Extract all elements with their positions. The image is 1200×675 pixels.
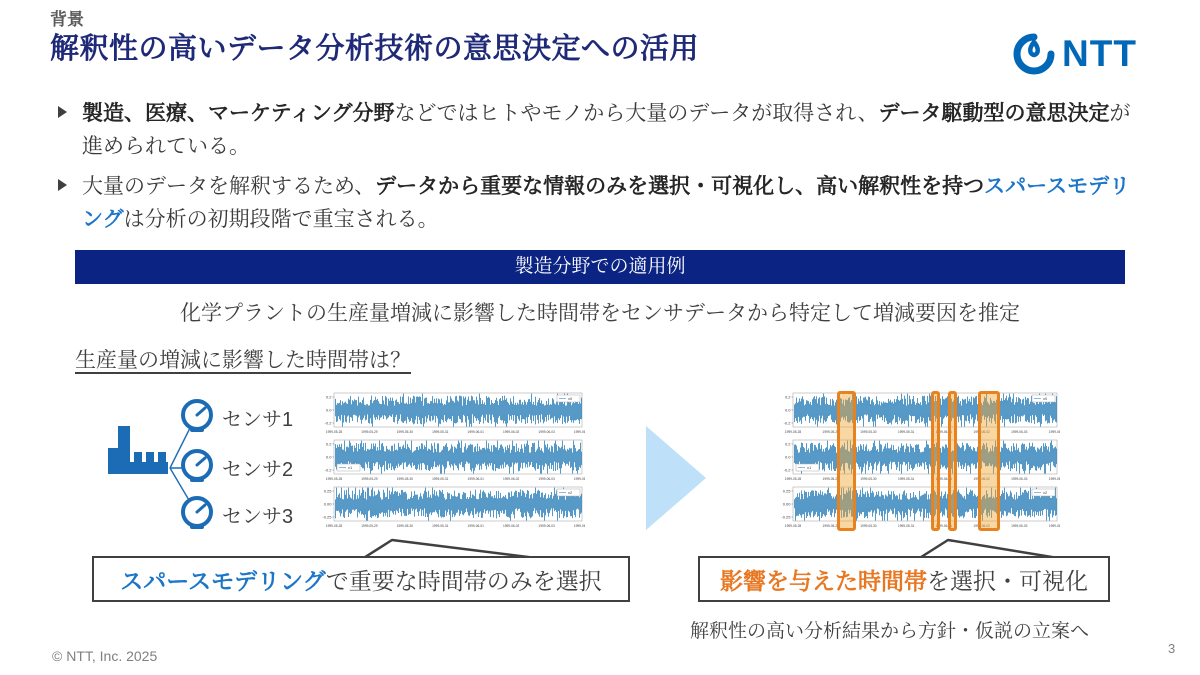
- sensor-label-2: センサ2: [222, 459, 294, 481]
- transform-arrow-icon: [646, 426, 706, 530]
- bullet1-text-end: が進められている。: [82, 102, 1131, 158]
- kicker-label: 背景: [50, 10, 84, 29]
- page-number: 3: [1168, 641, 1176, 656]
- page-title: 解釈性の高いデータ分析技術の意思決定への活用: [50, 33, 700, 65]
- sensor-chart-right-1: [772, 391, 1060, 437]
- case-description: 化学プラントの生産量増減に影響した時間帯をセンサデータから特定して増減要因を推定: [180, 302, 1020, 325]
- bullet1-bold-datadriven: データ駆動型の意思決定: [878, 102, 1110, 125]
- bullet2-sparse-modeling: スパースモデリング: [82, 175, 1131, 231]
- ntt-logo: [1012, 32, 1137, 76]
- bullet2-text-end: は分析の初期段階で重宝される。: [123, 208, 439, 231]
- bullet-marker-icon: [58, 179, 67, 191]
- copyright-footer: © NTT, Inc. 2025: [52, 648, 158, 664]
- callout-left-rest: で重要な時間帯のみを選択: [325, 567, 602, 594]
- sensor-chart-left-2: [313, 438, 585, 484]
- factory-icon: [108, 426, 168, 474]
- bullet2-bold-select: データから重要な情報のみを選択・可視化し、高い解釈性を持つ: [375, 175, 985, 198]
- gauge-icon-2: [178, 447, 216, 485]
- bullet-item-1: [58, 97, 1143, 163]
- sensor-label-1: センサ1: [222, 409, 294, 431]
- gauge-icon-1: [178, 397, 216, 435]
- raw-sensor-charts: [313, 391, 585, 532]
- ntt-dynamic-loop-icon: [1012, 32, 1056, 76]
- bullet-item-2: [58, 170, 1143, 236]
- question-heading: 生産量の増減に影響した時間帯は？: [75, 349, 411, 372]
- sensor-chart-left-1: [313, 391, 585, 437]
- callout-right-rest: を選択・可視化: [927, 567, 1088, 594]
- section-banner: 製造分野での適用例: [75, 250, 1125, 284]
- callout-right-highlight: 影響を与えた時間帯: [720, 567, 927, 594]
- bullet-list: [58, 97, 1143, 243]
- bullet2-text: 大量のデータを解釈するため、: [82, 175, 376, 198]
- ntt-logo-text: NTT: [1062, 33, 1137, 74]
- highlighted-sensor-charts: [772, 391, 1060, 532]
- sensor-label-3: センサ3: [222, 506, 294, 528]
- callout-sparse-modeling: [92, 556, 630, 602]
- gauge-icon-3: [178, 494, 216, 532]
- bullet1-bold-domains: 製造、医療、マーケティング分野: [82, 102, 395, 125]
- bullet-marker-icon: [58, 106, 67, 118]
- callout-left-highlight: スパースモデリング: [120, 567, 326, 594]
- callout-influence-band: [698, 556, 1110, 602]
- sensor-chart-right-2: [772, 438, 1060, 484]
- sensor-chart-right-3: [772, 485, 1060, 531]
- outcome-text: 解釈性の高い分析結果から方針・仮説の立案へ: [690, 621, 1090, 642]
- sensor-chart-left-3: [313, 485, 585, 531]
- bullet1-text: などではヒトやモノから大量のデータが取得され、: [394, 102, 879, 125]
